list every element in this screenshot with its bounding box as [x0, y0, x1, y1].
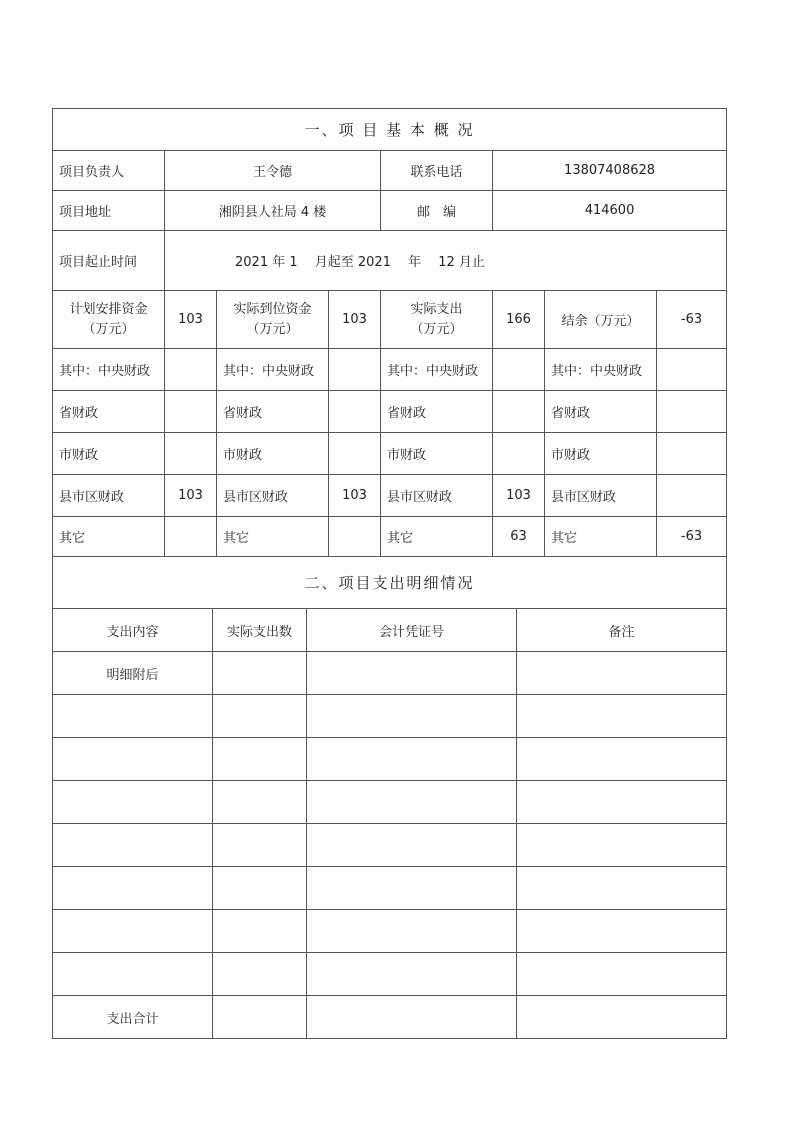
row-value	[165, 391, 217, 433]
row-value	[329, 517, 381, 557]
expense-detail-table	[52, 609, 727, 1039]
voucher-cell	[307, 781, 517, 824]
row-value	[657, 349, 727, 391]
total-amount	[213, 996, 307, 1039]
spent-label-line1: 实际支出	[410, 301, 463, 317]
total-remark	[517, 996, 727, 1039]
amount-cell	[213, 953, 307, 996]
funds-row-province	[53, 391, 727, 433]
funds-row-city	[53, 433, 727, 475]
row-label: 其中：中央财政	[381, 349, 493, 391]
row-value	[165, 349, 217, 391]
total-row	[53, 996, 727, 1039]
content-cell	[53, 867, 213, 910]
period-value: 2021 年 1 月起至 2021 年 12 月止	[165, 231, 727, 291]
row-label: 县市区财政	[217, 475, 329, 517]
remark-cell	[517, 652, 727, 695]
col-header-amount: 实际支出数	[213, 609, 307, 652]
row-value: 103	[493, 475, 545, 517]
row-label: 县市区财政	[545, 475, 657, 517]
remark-cell	[517, 867, 727, 910]
row-value: -63	[657, 517, 727, 557]
row-label: 其中：中央财政	[53, 349, 165, 391]
row-label: 省财政	[381, 391, 493, 433]
section2-title: 二、项目支出明细情况	[53, 557, 727, 609]
col-header-voucher: 会计凭证号	[307, 609, 517, 652]
leader-label: 项目负责人	[53, 151, 165, 191]
section1-title: 一、项 目 基 本 概 况	[53, 109, 727, 151]
table-row	[53, 867, 727, 910]
project-form	[52, 108, 726, 1039]
remark-cell	[517, 695, 727, 738]
voucher-cell	[307, 738, 517, 781]
amount-cell	[213, 824, 307, 867]
row-label: 省财政	[53, 391, 165, 433]
basic-info-table	[52, 108, 727, 609]
address-value: 湘阴县人社局 4 楼	[165, 191, 381, 231]
postcode-value: 414600	[493, 191, 727, 231]
row-value: 103	[165, 475, 217, 517]
planned-label-line2: （万元）	[82, 321, 135, 337]
row-label: 市财政	[217, 433, 329, 475]
row-label: 其中：中央财政	[545, 349, 657, 391]
planned-label-line1: 计划安排资金	[69, 301, 148, 317]
amount-cell	[213, 738, 307, 781]
row-label: 省财政	[545, 391, 657, 433]
amount-cell	[213, 867, 307, 910]
row-label: 市财政	[381, 433, 493, 475]
row-value	[493, 391, 545, 433]
remark-cell	[517, 824, 727, 867]
voucher-cell	[307, 867, 517, 910]
col-header-content: 支出内容	[53, 609, 213, 652]
arrived-label-line1: 实际到位资金	[233, 301, 312, 317]
table-row	[53, 953, 727, 996]
total-voucher	[307, 996, 517, 1039]
row-label: 其它	[53, 517, 165, 557]
col-header-remark: 备注	[517, 609, 727, 652]
row-value	[493, 433, 545, 475]
remark-cell	[517, 738, 727, 781]
content-cell	[53, 953, 213, 996]
total-label: 支出合计	[53, 996, 213, 1039]
content-cell	[53, 695, 213, 738]
voucher-cell	[307, 695, 517, 738]
spent-funds-value: 166	[493, 291, 545, 349]
row-label: 其它	[545, 517, 657, 557]
content-cell: 明细附后	[53, 652, 213, 695]
remark-cell	[517, 910, 727, 953]
balance-value: -63	[657, 291, 727, 349]
arrived-funds-value: 103	[329, 291, 381, 349]
voucher-cell	[307, 824, 517, 867]
remark-cell	[517, 953, 727, 996]
period-label: 项目起止时间	[53, 231, 165, 291]
content-cell	[53, 824, 213, 867]
address-label: 项目地址	[53, 191, 165, 231]
row-value	[657, 475, 727, 517]
row-value	[165, 517, 217, 557]
row-label: 县市区财政	[381, 475, 493, 517]
planned-funds-value: 103	[165, 291, 217, 349]
phone-label: 联系电话	[381, 151, 493, 191]
funds-row-county	[53, 475, 727, 517]
amount-cell	[213, 910, 307, 953]
planned-funds-label	[53, 291, 165, 349]
content-cell	[53, 910, 213, 953]
row-value	[329, 349, 381, 391]
voucher-cell	[307, 953, 517, 996]
voucher-cell	[307, 910, 517, 953]
arrived-funds-label	[217, 291, 329, 349]
row-label: 其中：中央财政	[217, 349, 329, 391]
table-row	[53, 738, 727, 781]
row-value: 103	[329, 475, 381, 517]
table-row	[53, 781, 727, 824]
remark-cell	[517, 781, 727, 824]
voucher-cell	[307, 652, 517, 695]
row-value	[657, 391, 727, 433]
row-value	[165, 433, 217, 475]
row-value: 63	[493, 517, 545, 557]
row-label: 其它	[217, 517, 329, 557]
spent-funds-label	[381, 291, 493, 349]
row-value	[657, 433, 727, 475]
amount-cell	[213, 695, 307, 738]
table-row	[53, 824, 727, 867]
table-row	[53, 695, 727, 738]
leader-value: 王令德	[165, 151, 381, 191]
row-value	[493, 349, 545, 391]
row-value	[329, 391, 381, 433]
amount-cell	[213, 781, 307, 824]
funds-row-central	[53, 349, 727, 391]
row-label: 县市区财政	[53, 475, 165, 517]
row-label: 其它	[381, 517, 493, 557]
arrived-label-line2: （万元）	[246, 321, 299, 337]
row-value	[329, 433, 381, 475]
row-label: 市财政	[545, 433, 657, 475]
table-row	[53, 652, 727, 695]
content-cell	[53, 781, 213, 824]
funds-row-other	[53, 517, 727, 557]
balance-label: 结余（万元）	[545, 291, 657, 349]
row-label: 市财政	[53, 433, 165, 475]
content-cell	[53, 738, 213, 781]
postcode-label: 邮 编	[381, 191, 493, 231]
table-row	[53, 910, 727, 953]
row-label: 省财政	[217, 391, 329, 433]
spent-label-line2: （万元）	[410, 321, 463, 337]
amount-cell	[213, 652, 307, 695]
phone-value: 13807408628	[493, 151, 727, 191]
